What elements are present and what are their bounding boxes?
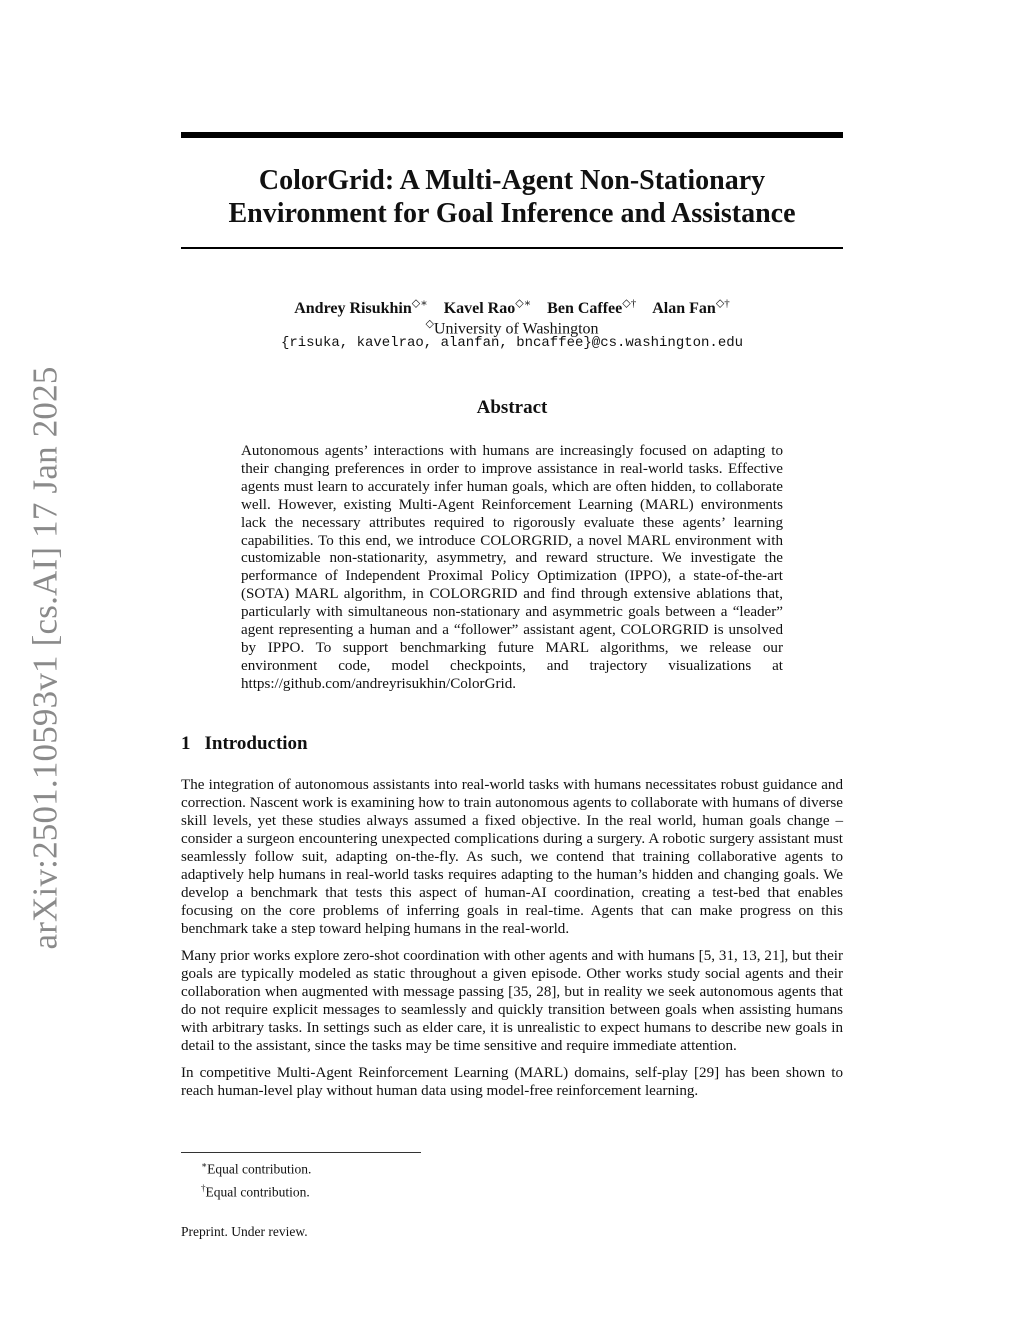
arxiv-stamp-text: arXiv:2501.10593v1 [cs.AI] 17 Jan 2025	[26, 365, 66, 950]
section-number: 1	[181, 733, 191, 754]
footnote-rule	[181, 1152, 421, 1153]
author-emails: {risuka, kavelrao, alanfan, bncaffee}@cs.washington.edu	[280, 335, 744, 351]
preprint-notice: Preprint. Under review.	[181, 1224, 308, 1239]
section-heading	[181, 733, 308, 755]
title-line-2: Environment for Goal Inference and Assistance	[228, 198, 796, 229]
title-bottom-rule	[181, 247, 843, 249]
title-line-1: ColorGrid: A Multi-Agent Non-Stationary	[258, 165, 766, 196]
paper-title	[181, 164, 843, 230]
footnote-text: Equal contribution.	[207, 1161, 312, 1177]
author-name: Alan Fan	[652, 300, 716, 318]
paragraph: In competitive Multi-Agent Reinforcement Learning (MARL) domains, self-play [29] has been shown to reach human-level play without human data using model-free reinforcement learning.	[181, 1065, 843, 1099]
abstract-heading: Abstract	[476, 397, 548, 418]
arxiv-stamp	[26, 365, 66, 950]
abstract-text: Autonomous agents’ interactions with humans are increasingly focused on adapting to their changing preferences in order to improve assistance in real-world tasks. Effective agents must learn to accurately infer human goals, which are often hidden, to collaborate well. However, existing Multi-Agent Reinforcement Learning (MARL) environments lack the necessary attributes required to rigorously evaluate these agents’ learning capabilities. To this end, we introduce COLORGRID, a novel MARL environment with customizable non-stationarity, asymmetry, and reward structure. We investigate the performance of Independent Proximal Policy Optimization (IPPO), a state-of-the-art (SOTA) MARL algorithm, in COLORGRID and find through extensive ablations that, particularly with simultaneous non-stationary and asymmetric goals between a “leader” agent representing a human and a “follower” assistant agent, COLORGRID is unsolved by IPPO. To support benchmarking future MARL algorithms, we release our environment code, model checkpoints, and trajectory visualizations at https://github.com/andreyrisukhin/ColorGrid.	[241, 443, 783, 692]
footnotes	[201, 1156, 311, 1201]
author-name: Kavel Rao	[443, 300, 516, 318]
author-marks: ◇∗	[515, 298, 532, 310]
footnote	[201, 1156, 311, 1179]
section-title: Introduction	[204, 733, 308, 754]
paragraph: The integration of autonomous assistants into real-world tasks with humans necessitates robust guidance and correction. Nascent work is examining how to train autonomous agents to collaborate with humans of diverse skill levels, yet these studies always assumed a fixed objective. In the real world, human goals change – consider a surgeon encountering unexpected complications during a surgery. A robotic surgery assistant must seamlessly follow suit, adapting on-the-fly. As such, we contend that training collaborative agents to adaptively help humans in real-world tasks requires adapting to the human’s hidden and changing goals. We develop a benchmark that tests this aspect of human-AI coordination, creating a test-bed that enables focusing on the core problems of inferring goals in real-time. Agents that can make progress on this benchmark take a step toward helping humans in the real-world.	[181, 777, 843, 937]
author-marks: ◇†	[622, 298, 637, 310]
author-name: Ben Caffee	[547, 300, 623, 318]
author-marks: ◇∗	[411, 298, 428, 310]
footnote-mark: †	[201, 1182, 206, 1193]
paragraph: Many prior works explore zero-shot coordination with other agents and with humans [5, 31, 13, 21], but their goals are typically modeled as static throughout a given episode. Other works study social agents and their collaboration when augmented with message passing [35, 28], but in reality we seek autonomous agents that do not require explicit messages to seamlessly and quickly transition between goals when assisting humans with arbitrary tasks. In settings such as elder care, it is unrealistic to expect humans to describe new goals in detail to the assistant, since the tasks may be time sensitive and require immediate attention.	[181, 948, 843, 1054]
affiliation-mark: ◇	[425, 318, 434, 330]
footnote-mark: ∗	[201, 1160, 208, 1170]
intro-body	[181, 776, 843, 1109]
author-marks: ◇†	[715, 298, 730, 310]
title-top-rule	[181, 132, 843, 138]
affiliation-name: University of Washington	[433, 320, 599, 338]
footnote-text: Equal contribution.	[205, 1184, 310, 1199]
footnote	[201, 1179, 311, 1202]
author-name: Andrey Risukhin	[294, 300, 412, 318]
